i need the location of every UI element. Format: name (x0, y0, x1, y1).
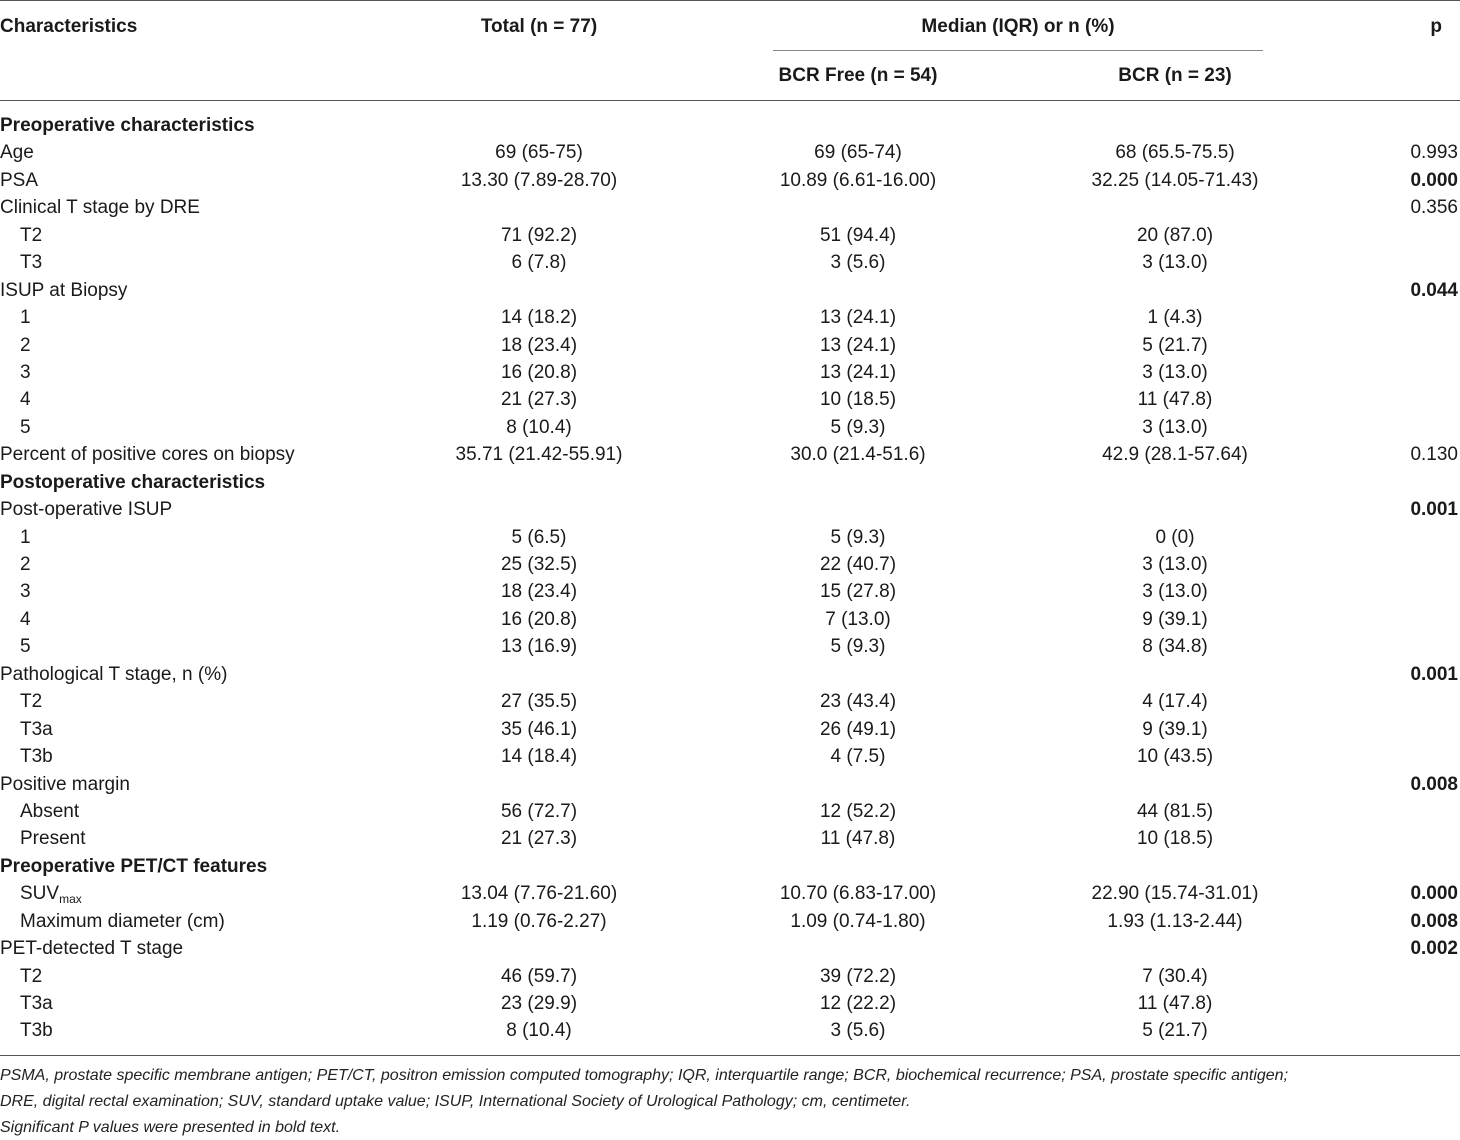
bcr-free-cell: 26 (49.1) (819, 718, 897, 740)
bcr-cell: 11 (47.8) (1137, 993, 1213, 1014)
bcr-free-cell: 5 (9.3) (830, 416, 886, 438)
footnote-significance: Significant P values were presented in bold text. (0, 1119, 341, 1136)
table-bottom-rule (0, 1055, 1460, 1056)
total-cell: 69 (65-75) (495, 142, 583, 164)
table-row (0, 332, 1460, 359)
p-value-cell: 0.993 (1410, 142, 1458, 164)
table-row (0, 716, 1460, 743)
total-cell: 46 (59.7) (500, 965, 578, 987)
row-label-text: SUV (20, 883, 60, 905)
row-label (20, 908, 225, 935)
row-label (20, 825, 85, 852)
section-title (0, 853, 267, 880)
table-row (0, 880, 1460, 907)
table-row (0, 578, 1460, 605)
row-label-text: T3a (20, 718, 53, 740)
section-header-row (0, 112, 1460, 139)
row-label (20, 1017, 53, 1044)
bcr-free-cell: 4 (7.5) (830, 746, 886, 768)
bcr-cell: 3 (13.0) (1142, 554, 1208, 575)
header-total: Total (n = 77) (480, 16, 598, 37)
p-value-cell: 0.000 (1410, 883, 1458, 905)
row-label-subscript: max (59, 892, 82, 907)
table-row (0, 743, 1460, 770)
row-label-text: 4 (20, 608, 31, 630)
bcr-free-cell: 51 (94.4) (819, 224, 897, 246)
bcr-cell: 3 (13.0) (1142, 361, 1208, 383)
row-label-text: PET-detected T stage (0, 938, 184, 960)
row-label (20, 633, 31, 660)
table-row (0, 496, 1460, 523)
table-row (0, 990, 1460, 1017)
bcr-cell: 22.90 (15.74-31.01) (1091, 883, 1259, 905)
table-row (0, 249, 1460, 276)
row-label (20, 606, 31, 633)
header-bcr-free: BCR Free (n = 54) (778, 65, 938, 86)
bcr-cell: 5 (21.7) (1142, 334, 1208, 356)
total-cell: 35 (46.1) (500, 718, 578, 740)
row-label-text: Age (0, 142, 34, 164)
bcr-free-cell: 5 (9.3) (830, 636, 886, 658)
row-label (0, 496, 172, 523)
row-label (20, 249, 42, 276)
bcr-free-cell: 22 (40.7) (819, 554, 897, 575)
footnote-abbreviations-line1: PSMA, prostate specific membrane antigen; PET/CT, positron emission computed tomography; IQR, interquartile range; BCR, biochemical recurrence; PSA, prostate specific antigen; (0, 1067, 1289, 1084)
header-group: Median (IQR) or n (%) (921, 16, 1115, 37)
table-top-rule (0, 0, 1460, 1)
row-label (20, 743, 53, 770)
row-label-text: T3 (20, 252, 43, 274)
row-label-text: Preoperative PET/CT features (0, 855, 268, 877)
total-cell: 35.71 (21.42-55.91) (455, 444, 623, 466)
bcr-free-cell: 10.89 (6.61-16.00) (779, 169, 937, 191)
total-cell: 6 (7.8) (511, 252, 567, 274)
table-row (0, 441, 1460, 468)
total-cell: 14 (18.2) (500, 307, 578, 329)
p-value-cell: 0.044 (1410, 279, 1458, 301)
table-row (0, 1017, 1460, 1044)
row-label-text: T3b (20, 746, 53, 768)
table-row (0, 524, 1460, 551)
bcr-free-cell: 12 (22.2) (819, 993, 897, 1014)
bcr-free-cell: 39 (72.2) (819, 965, 897, 987)
table-row (0, 222, 1460, 249)
bcr-cell: 68 (65.5-75.5) (1115, 142, 1235, 164)
footnote-abbreviations-line2: DRE, digital rectal examination; SUV, standard uptake value; ISUP, International Society of Urological Pathology; cm, centimeter. (0, 1093, 911, 1110)
total-cell: 1.19 (0.76-2.27) (471, 910, 607, 932)
bcr-free-cell: 1.09 (0.74-1.80) (790, 910, 926, 932)
total-cell: 18 (23.4) (500, 334, 578, 356)
table-row (0, 139, 1460, 166)
bcr-cell: 44 (81.5) (1136, 800, 1214, 822)
row-label-text: 1 (20, 307, 31, 329)
total-cell: 5 (6.5) (511, 526, 567, 548)
row-label (0, 661, 227, 688)
row-label-text: Preoperative characteristics (0, 115, 255, 136)
table-row (0, 771, 1460, 798)
table-row (0, 935, 1460, 962)
header-characteristics: Characteristics (0, 16, 138, 37)
row-label (20, 798, 79, 825)
table-row (0, 661, 1460, 688)
total-cell: 14 (18.4) (500, 746, 578, 768)
table-row (0, 359, 1460, 386)
table-row (0, 606, 1460, 633)
row-label-text: ISUP at Biopsy (0, 279, 128, 301)
row-label-text: 3 (20, 361, 31, 383)
total-cell: 21 (27.3) (500, 389, 578, 411)
row-label (0, 771, 130, 798)
bcr-free-cell: 11 (47.8) (820, 828, 896, 850)
table-row (0, 825, 1460, 852)
header-group-rule (773, 50, 1263, 51)
table-row (0, 633, 1460, 660)
row-label-text: PSA (0, 169, 39, 191)
total-cell: 16 (20.8) (500, 361, 578, 383)
row-label-text: Postoperative characteristics (0, 471, 266, 493)
total-cell: 13.30 (7.89-28.70) (460, 169, 618, 191)
bcr-free-cell: 13 (24.1) (819, 334, 897, 356)
row-label-text: T2 (20, 965, 43, 987)
row-label (20, 359, 31, 386)
bcr-cell: 5 (21.7) (1142, 1020, 1208, 1042)
row-label-text: 2 (20, 554, 31, 575)
bcr-free-cell: 69 (65-74) (814, 142, 902, 164)
total-cell: 21 (27.3) (500, 828, 578, 850)
row-label-text: Percent of positive cores on biopsy (0, 444, 295, 466)
bcr-free-cell: 13 (24.1) (819, 307, 897, 329)
row-label-text: Absent (20, 800, 80, 822)
bcr-cell: 0 (0) (1155, 526, 1195, 548)
p-value-cell: 0.356 (1410, 197, 1458, 219)
table-row (0, 908, 1460, 935)
table-row (0, 963, 1460, 990)
bcr-cell: 9 (39.1) (1142, 608, 1208, 630)
row-label-text: 5 (20, 636, 31, 658)
bcr-cell: 3 (13.0) (1142, 581, 1208, 603)
row-label (0, 441, 295, 468)
row-label (0, 167, 38, 194)
header-p: p (1430, 16, 1442, 37)
total-cell: 13 (16.9) (500, 636, 578, 658)
row-label-text: Clinical T stage by DRE (0, 197, 200, 219)
row-label-text: Present (20, 828, 86, 850)
row-label-text: 2 (20, 334, 31, 356)
total-cell: 56 (72.7) (500, 800, 578, 822)
table-row (0, 277, 1460, 304)
bcr-free-cell: 12 (52.2) (819, 800, 897, 822)
row-label-text: 5 (20, 416, 31, 438)
p-value-cell: 0.008 (1410, 773, 1458, 795)
table-row (0, 304, 1460, 331)
bcr-cell: 1 (4.3) (1147, 307, 1203, 329)
bcr-free-cell: 10.70 (6.83-17.00) (779, 883, 937, 905)
row-label-text: Post-operative ISUP (0, 499, 173, 521)
row-label-text: 4 (20, 389, 31, 411)
row-label (20, 524, 31, 551)
table-row (0, 551, 1460, 578)
total-cell: 18 (23.4) (500, 581, 578, 603)
bcr-free-cell: 15 (27.8) (819, 581, 897, 603)
bcr-cell: 3 (13.0) (1142, 416, 1208, 438)
table-row (0, 688, 1460, 715)
bcr-cell: 42.9 (28.1-57.64) (1102, 444, 1248, 466)
table-row (0, 414, 1460, 441)
bcr-cell: 10 (43.5) (1136, 746, 1214, 768)
table-row (0, 194, 1460, 221)
p-value-cell: 0.001 (1410, 663, 1458, 685)
row-label (20, 304, 31, 331)
bcr-cell: 11 (47.8) (1137, 389, 1213, 411)
section-title (0, 112, 255, 139)
row-label-text: Pathological T stage, n (%) (0, 663, 228, 685)
total-cell: 16 (20.8) (500, 608, 578, 630)
p-value-cell: 0.001 (1410, 499, 1458, 521)
total-cell: 25 (32.5) (500, 554, 578, 575)
bcr-cell: 7 (30.4) (1142, 965, 1208, 987)
row-label-text: T3b (20, 1020, 53, 1042)
row-label-text: 3 (20, 581, 31, 603)
p-value-cell: 0.000 (1410, 169, 1458, 191)
table-row (0, 798, 1460, 825)
bcr-free-cell: 7 (13.0) (825, 608, 891, 630)
row-label (0, 935, 183, 962)
bcr-cell: 20 (87.0) (1136, 224, 1214, 246)
p-value-cell: 0.008 (1410, 910, 1458, 932)
bcr-free-cell: 3 (5.6) (830, 1020, 886, 1042)
bcr-cell: 10 (18.5) (1136, 828, 1214, 850)
row-label (0, 277, 127, 304)
bcr-cell: 3 (13.0) (1142, 252, 1208, 274)
table-row (0, 167, 1460, 194)
bcr-cell: 32.25 (14.05-71.43) (1091, 169, 1259, 191)
header-bcr: BCR (n = 23) (1118, 65, 1232, 86)
total-cell: 8 (10.4) (506, 1020, 572, 1042)
row-label-text: Maximum diameter (cm) (20, 910, 225, 932)
bcr-free-cell: 23 (43.4) (819, 691, 897, 713)
bcr-free-cell: 30.0 (21.4-51.6) (790, 444, 926, 466)
row-label (0, 194, 200, 221)
bcr-free-cell: 5 (9.3) (830, 526, 886, 548)
bcr-free-cell: 10 (18.5) (819, 389, 897, 411)
bcr-cell: 9 (39.1) (1142, 718, 1208, 740)
row-label-text: T2 (20, 691, 43, 713)
bcr-free-cell: 13 (24.1) (819, 361, 897, 383)
bcr-cell: 1.93 (1.13-2.44) (1107, 910, 1243, 932)
row-label-text: 1 (20, 526, 31, 548)
row-label (20, 990, 53, 1017)
row-label (20, 551, 31, 578)
section-header-row (0, 469, 1460, 496)
row-label (20, 716, 53, 743)
p-value-cell: 0.130 (1410, 444, 1458, 466)
row-label-text: Positive margin (0, 773, 130, 795)
total-cell: 27 (35.5) (500, 691, 578, 713)
bcr-cell: 4 (17.4) (1142, 691, 1208, 713)
row-label-text: T3a (20, 993, 53, 1014)
bcr-cell: 8 (34.8) (1142, 636, 1208, 658)
bcr-free-cell: 3 (5.6) (830, 252, 886, 274)
total-cell: 71 (92.2) (500, 224, 578, 246)
total-cell: 8 (10.4) (506, 416, 572, 438)
row-label (20, 414, 31, 441)
row-label (20, 578, 31, 605)
table-body (0, 112, 1460, 1045)
total-cell: 13.04 (7.76-21.60) (460, 883, 618, 905)
row-label (20, 880, 82, 907)
row-label (20, 386, 31, 413)
row-label (20, 963, 42, 990)
header-bottom-rule (0, 100, 1460, 101)
section-title (0, 469, 265, 496)
row-label (20, 332, 31, 359)
table-row (0, 386, 1460, 413)
row-label (0, 139, 34, 166)
section-header-row (0, 853, 1460, 880)
p-value-cell: 0.002 (1410, 938, 1458, 960)
row-label-text: T2 (20, 224, 43, 246)
total-cell: 23 (29.9) (500, 993, 578, 1014)
row-label (20, 688, 42, 715)
row-label (20, 222, 42, 249)
